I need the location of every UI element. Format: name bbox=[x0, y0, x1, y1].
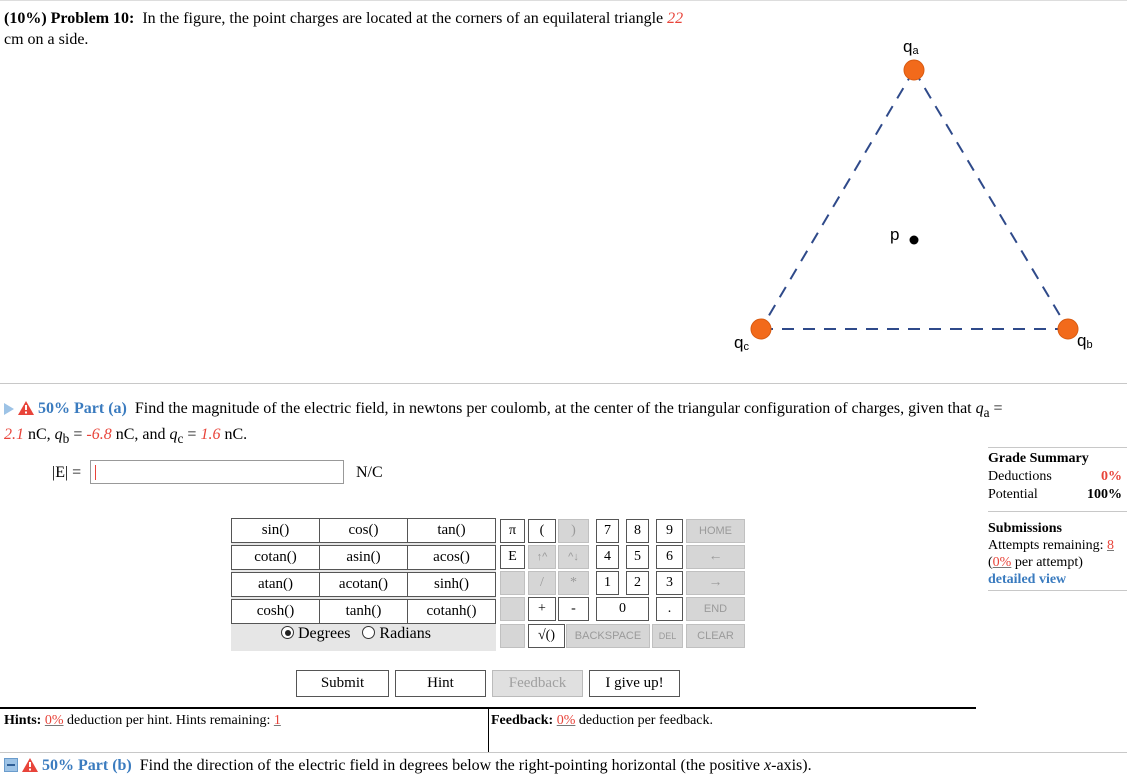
warning-icon bbox=[18, 401, 34, 415]
end-button[interactable]: END bbox=[686, 597, 745, 621]
potential-label: Potential bbox=[988, 487, 1038, 502]
digit-7-button[interactable]: 7 bbox=[596, 519, 619, 543]
deductions-label: Deductions bbox=[988, 469, 1052, 484]
label-qa: qa bbox=[903, 37, 919, 57]
blank-key-1 bbox=[500, 571, 525, 595]
side-ab-line bbox=[914, 70, 1068, 329]
potential-value: 100% bbox=[1087, 487, 1122, 502]
part-b-question-b: -axis). bbox=[771, 757, 812, 774]
give-up-button[interactable]: I give up! bbox=[589, 670, 680, 697]
digit-3-button[interactable]: 3 bbox=[656, 571, 683, 595]
tan-button[interactable]: tan() bbox=[407, 518, 496, 543]
pi-button[interactable]: π bbox=[500, 519, 525, 543]
sin-button[interactable]: sin() bbox=[231, 518, 320, 543]
cos-button[interactable]: cos() bbox=[319, 518, 408, 543]
qa-value: 2.1 bbox=[4, 426, 24, 444]
charge-triangle-figure bbox=[700, 30, 1127, 360]
answer-unit: N/C bbox=[356, 464, 383, 481]
cotan-button[interactable]: cotan() bbox=[231, 545, 320, 570]
qb-value: -6.8 bbox=[86, 426, 112, 444]
blank-key-2 bbox=[500, 597, 525, 621]
blank-key-3 bbox=[500, 624, 525, 648]
part-a-heading: 50% Part (a) Find the magnitude of the electric field, in newtons per coulomb, at the center of the triangular configuration of charges, given that $q_a$ = 2.1 nC, $q_b = -6.8$ nC, and $q_c = 1.6$ nC. bbox=[4, 400, 1003, 447]
tanh-button[interactable]: tanh() bbox=[319, 599, 408, 624]
collapse-icon[interactable] bbox=[4, 758, 18, 772]
digit-2-button[interactable]: 2 bbox=[626, 571, 649, 595]
cursor-left-button[interactable]: ← bbox=[686, 545, 745, 569]
cosh-button[interactable]: cosh() bbox=[231, 599, 320, 624]
cursor-right-button[interactable]: → bbox=[686, 571, 745, 595]
hints-info bbox=[4, 713, 281, 729]
multiply-button[interactable]: * bbox=[558, 571, 589, 595]
digit-8-button[interactable]: 8 bbox=[626, 519, 649, 543]
triangle-dashed-lines bbox=[761, 70, 1068, 329]
part-b-question-a: Find the direction of the electric field in degrees below the right-pointing horizontal (the positive bbox=[139, 757, 761, 774]
digit-4-button[interactable]: 4 bbox=[596, 545, 619, 569]
decimal-button[interactable]: . bbox=[656, 597, 683, 621]
up-power-button[interactable]: ↑^ bbox=[528, 545, 556, 569]
feedback-deduction-pct: 0% bbox=[556, 713, 576, 728]
submissions-title: Submissions bbox=[988, 521, 1062, 536]
acos-button[interactable]: acos() bbox=[407, 545, 496, 570]
charge-qb bbox=[1058, 319, 1078, 339]
del-button[interactable]: DEL bbox=[652, 624, 683, 648]
hints-text: deduction per hint. Hints remaining: bbox=[67, 713, 271, 728]
label-qb: qb bbox=[1077, 331, 1093, 351]
hints-remaining: 1 bbox=[273, 713, 281, 728]
detailed-view-link[interactable]: detailed view bbox=[988, 572, 1067, 587]
qc-unit: nC bbox=[224, 426, 244, 444]
side-ac-line bbox=[761, 70, 914, 329]
clear-button[interactable]: CLEAR bbox=[686, 624, 745, 648]
acotan-button[interactable]: acotan() bbox=[319, 572, 408, 597]
asin-button[interactable]: asin() bbox=[319, 545, 408, 570]
answer-input[interactable] bbox=[90, 460, 344, 484]
sqrt-button[interactable]: √() bbox=[528, 624, 565, 648]
digit-0-button[interactable]: 0 bbox=[596, 597, 649, 621]
part-a-question: Find the magnitude of the electric field, in newtons per coulomb, at the center of the triangular configuration of charges, given that bbox=[134, 400, 972, 417]
part-b-heading bbox=[4, 755, 1124, 777]
warning-icon-b bbox=[22, 758, 38, 772]
and-word: and bbox=[142, 426, 166, 444]
hints-label: Hints: bbox=[4, 713, 42, 728]
hints-feedback-bar bbox=[0, 707, 976, 753]
digit-5-button[interactable]: 5 bbox=[626, 545, 649, 569]
qc-value: 1.6 bbox=[200, 426, 221, 444]
hint-deduction-pct: 0% bbox=[44, 713, 64, 728]
radians-label[interactable]: Radians bbox=[379, 625, 431, 642]
per-attempt-pct: 0% bbox=[992, 555, 1012, 570]
per-attempt-text: per attempt) bbox=[1014, 555, 1083, 570]
rparen-button[interactable]: ) bbox=[558, 519, 589, 543]
digit-1-button[interactable]: 1 bbox=[596, 571, 619, 595]
submit-button[interactable]: Submit bbox=[296, 670, 389, 697]
function-grid bbox=[231, 518, 496, 651]
minus-button[interactable]: - bbox=[558, 597, 589, 621]
degrees-label[interactable]: Degrees bbox=[298, 625, 351, 642]
answer-label: |E| = bbox=[52, 464, 82, 481]
feedback-info bbox=[491, 713, 713, 729]
part-a-percent: 50% Part (a) bbox=[38, 400, 127, 417]
grade-summary-title: Grade Summary bbox=[988, 451, 1089, 466]
home-button[interactable]: HOME bbox=[686, 519, 745, 543]
deductions-value: 0% bbox=[1101, 469, 1122, 484]
text-caret bbox=[95, 465, 96, 480]
qa-unit: nC bbox=[28, 426, 47, 444]
problem-text-a: In the figure, the point charges are located at the corners of an equilateral triangle bbox=[142, 10, 664, 27]
problem-prefix: (10%) Problem 10: bbox=[4, 10, 135, 27]
attempts-label: Attempts remaining: bbox=[988, 538, 1104, 553]
angle-mode-selector bbox=[281, 625, 431, 643]
plus-button[interactable]: + bbox=[528, 597, 556, 621]
charge-qa bbox=[904, 60, 924, 80]
divide-button[interactable]: / bbox=[528, 571, 556, 595]
degrees-radio[interactable] bbox=[281, 626, 294, 639]
x-axis-var: x bbox=[764, 757, 772, 774]
e-button[interactable]: E bbox=[500, 545, 525, 569]
feedback-button[interactable]: Feedback bbox=[492, 670, 583, 697]
sinh-button[interactable]: sinh() bbox=[407, 572, 496, 597]
digit-9-button[interactable]: 9 bbox=[656, 519, 683, 543]
submissions-panel: Submissions Attempts remaining: 8 (0% per attempt) detailed view bbox=[988, 520, 1126, 588]
charge-qc bbox=[751, 319, 771, 339]
lparen-button[interactable]: ( bbox=[528, 519, 556, 543]
expand-arrow-icon[interactable] bbox=[4, 403, 14, 415]
backspace-button[interactable]: BACKSPACE bbox=[566, 624, 650, 648]
cotanh-button[interactable]: cotanh() bbox=[407, 599, 496, 624]
feedback-label: Feedback: bbox=[491, 713, 554, 728]
problem-statement bbox=[4, 8, 704, 50]
attempts-remaining: 8 bbox=[1106, 538, 1114, 553]
qb-unit: nC bbox=[115, 426, 135, 444]
point-p bbox=[910, 236, 919, 245]
side-length: 22 bbox=[667, 10, 684, 27]
digit-6-button[interactable]: 6 bbox=[656, 545, 683, 569]
grade-summary bbox=[988, 450, 1126, 504]
part-b-percent: 50% Part (b) bbox=[42, 757, 132, 774]
problem-text-b: cm on a side. bbox=[4, 31, 89, 48]
feedback-text: deduction per feedback. bbox=[578, 713, 713, 728]
hint-button[interactable]: Hint bbox=[395, 670, 486, 697]
label-p: p bbox=[890, 225, 900, 244]
radians-radio[interactable] bbox=[362, 626, 375, 639]
down-power-button[interactable]: ^↓ bbox=[558, 545, 589, 569]
atan-button[interactable]: atan() bbox=[231, 572, 320, 597]
label-qc: qc bbox=[734, 333, 749, 353]
hints-divider bbox=[488, 709, 489, 753]
